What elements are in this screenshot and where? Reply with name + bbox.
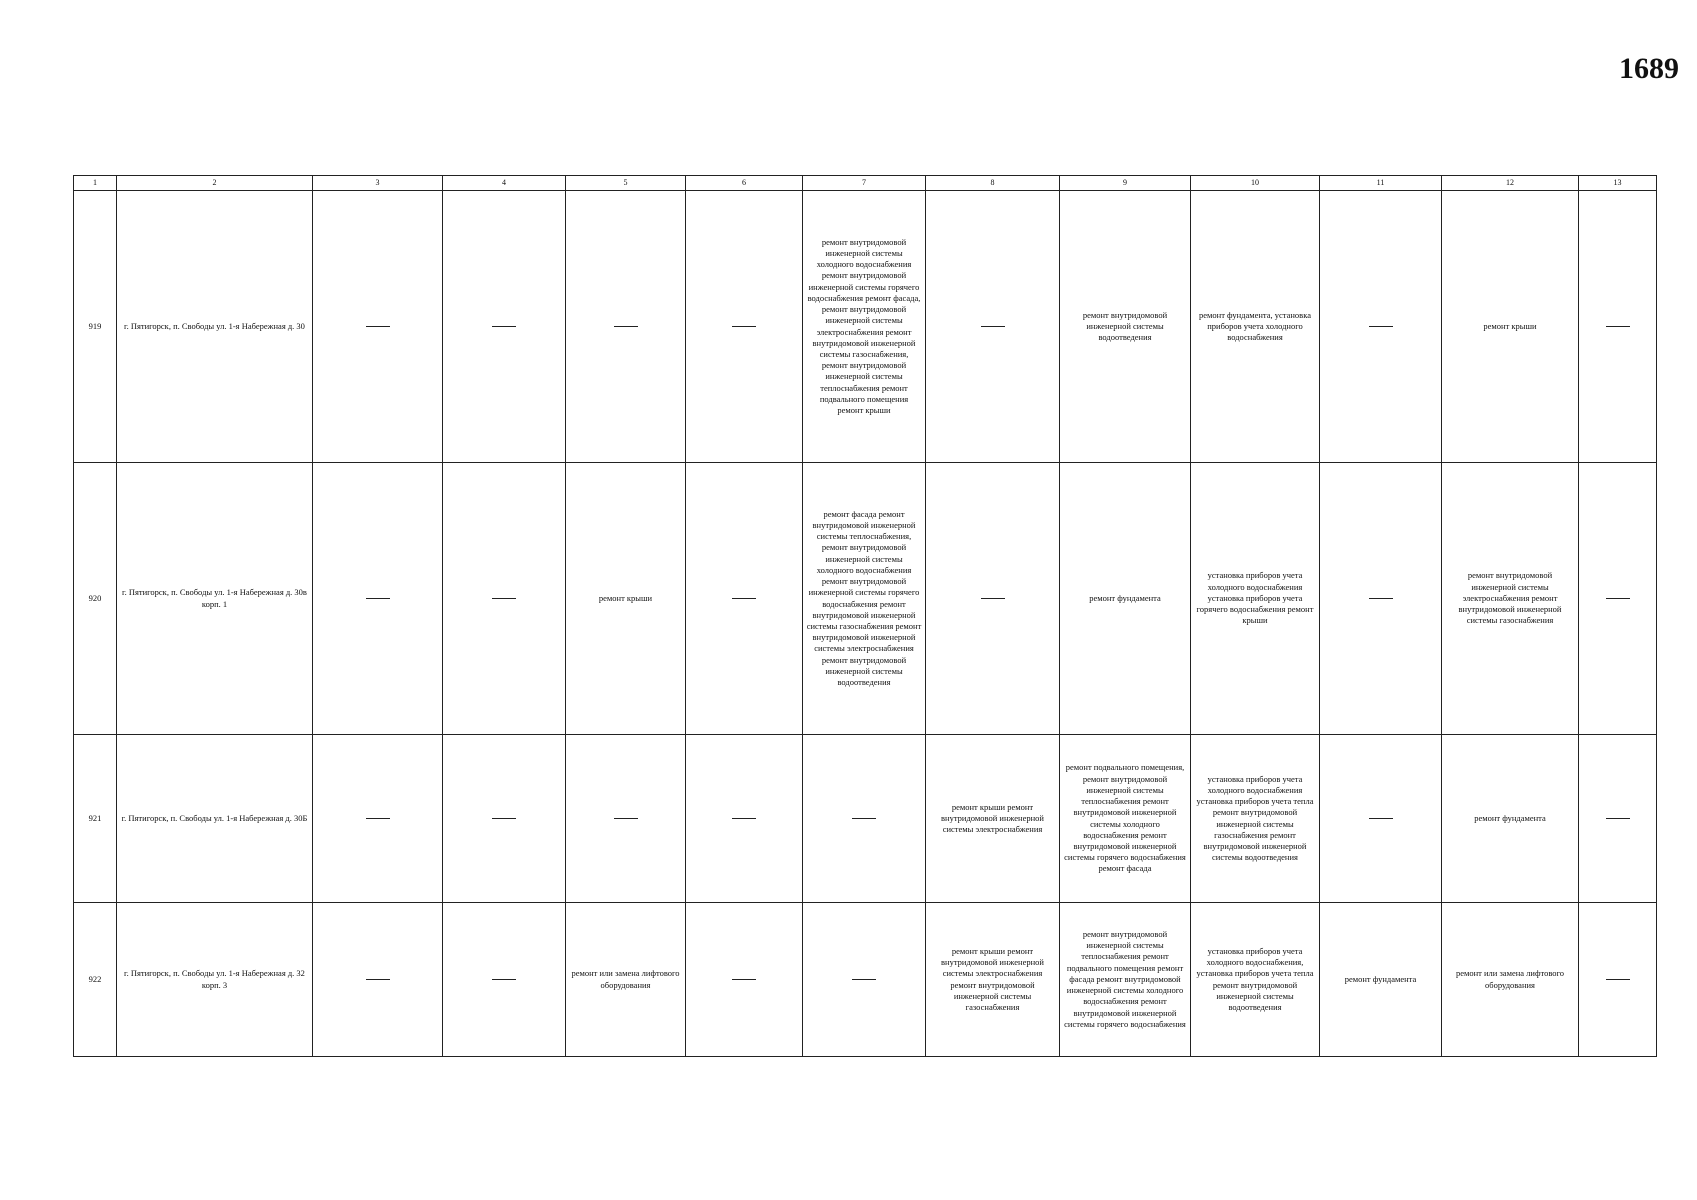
dash-mark xyxy=(1606,818,1630,819)
work-cell: ремонт фундамента, установка приборов учета холодного водоснабжения xyxy=(1191,191,1320,463)
dash-mark xyxy=(732,326,756,327)
dash-mark xyxy=(366,326,390,327)
dash-mark xyxy=(1606,979,1630,980)
column-header: 8 xyxy=(926,176,1060,191)
column-header: 13 xyxy=(1579,176,1657,191)
empty-cell xyxy=(1579,191,1657,463)
dash-mark xyxy=(1606,598,1630,599)
column-header: 2 xyxy=(117,176,313,191)
empty-cell xyxy=(313,735,443,903)
empty-cell xyxy=(686,903,803,1057)
empty-cell xyxy=(1579,735,1657,903)
dash-mark xyxy=(981,598,1005,599)
empty-cell xyxy=(566,191,686,463)
work-cell: ремонт крыши ремонт внутридомовой инженерной системы электроснабжения xyxy=(926,735,1060,903)
empty-cell xyxy=(443,463,566,735)
dash-mark xyxy=(1369,598,1393,599)
row-number: 921 xyxy=(74,735,117,903)
address-cell: г. Пятигорск, п. Свободы ул. 1-я Набережная д. 30Б xyxy=(117,735,313,903)
column-header: 9 xyxy=(1060,176,1191,191)
page-number: 1689 xyxy=(1619,52,1679,85)
column-header: 12 xyxy=(1442,176,1579,191)
row-number: 922 xyxy=(74,903,117,1057)
table-row xyxy=(74,191,1657,463)
dash-mark xyxy=(614,818,638,819)
dash-mark xyxy=(492,598,516,599)
work-cell: ремонт внутридомовой инженерной системы теплоснабжения ремонт подвального помещения ремонт фасада ремонт внутридомовой инженерной системы холодного водоснабжения ремонт внутридомовой инженерной системы горячего водоснабжения xyxy=(1060,903,1191,1057)
work-cell: ремонт крыши xyxy=(1442,191,1579,463)
dash-mark xyxy=(366,818,390,819)
dash-mark xyxy=(1606,326,1630,327)
column-header: 1 xyxy=(74,176,117,191)
dash-mark xyxy=(366,979,390,980)
work-cell: установка приборов учета холодного водоснабжения установка приборов учета тепла ремонт внутридомовой инженерной системы газоснабжения ремонт внутридомовой инженерной системы водоотведения xyxy=(1191,735,1320,903)
empty-cell xyxy=(1320,735,1442,903)
dash-mark xyxy=(1369,326,1393,327)
work-cell: ремонт крыши ремонт внутридомовой инженерной системы электроснабжения ремонт внутридомовой инженерной системы газоснабжения xyxy=(926,903,1060,1057)
empty-cell xyxy=(313,463,443,735)
empty-cell xyxy=(1579,903,1657,1057)
dash-mark xyxy=(732,818,756,819)
work-cell: ремонт внутридомовой инженерной системы водоотведения xyxy=(1060,191,1191,463)
empty-cell xyxy=(1320,191,1442,463)
empty-cell xyxy=(1320,463,1442,735)
address-cell: г. Пятигорск, п. Свободы ул. 1-я Набережная д. 30 xyxy=(117,191,313,463)
empty-cell xyxy=(313,191,443,463)
empty-cell xyxy=(686,735,803,903)
work-cell: ремонт крыши xyxy=(566,463,686,735)
work-cell: ремонт фасада ремонт внутридомовой инженерной системы теплоснабжения, ремонт внутридомовой инженерной системы холодного водоснабжения ремонт внутридомовой инженерной системы горячего водоснабжения ремонт внутридомовой инженерной системы газоснабжения ремонт внутридомовой инженерной системы электроснабжения ремонт внутридомовой инженерной системы водоотведения xyxy=(803,463,926,735)
empty-cell xyxy=(686,463,803,735)
work-cell: ремонт фундамента xyxy=(1442,735,1579,903)
dash-mark xyxy=(492,326,516,327)
column-header: 11 xyxy=(1320,176,1442,191)
empty-cell xyxy=(686,191,803,463)
row-number: 919 xyxy=(74,191,117,463)
work-cell: ремонт внутридомовой инженерной системы электроснабжения ремонт внутридомовой инженерной системы газоснабжения xyxy=(1442,463,1579,735)
empty-cell xyxy=(926,463,1060,735)
work-cell: ремонт внутридомовой инженерной системы холодного водоснабжения ремонт внутридомовой инженерной системы горячего водоснабжения ремонт фасада, ремонт внутридомовой инженерной системы электроснабжения ремонт внутридомовой инженерной системы газоснабжения, ремонт внутридомовой инженерной системы теплоснабжения ремонт подвального помещения ремонт крыши xyxy=(803,191,926,463)
repair-schedule-table xyxy=(73,175,1657,1057)
header-row xyxy=(74,176,1657,191)
dash-mark xyxy=(732,979,756,980)
column-header: 6 xyxy=(686,176,803,191)
empty-cell xyxy=(926,191,1060,463)
table-row xyxy=(74,903,1657,1057)
table-row xyxy=(74,735,1657,903)
dash-mark xyxy=(366,598,390,599)
empty-cell xyxy=(803,735,926,903)
dash-mark xyxy=(852,979,876,980)
column-header: 4 xyxy=(443,176,566,191)
dash-mark xyxy=(492,979,516,980)
work-cell: ремонт подвального помещения, ремонт внутридомовой инженерной системы теплоснабжения ремонт внутридомовой инженерной системы холодного водоснабжения ремонт внутридомовой инженерной системы горячего водоснабжения ремонт фасада xyxy=(1060,735,1191,903)
column-header: 3 xyxy=(313,176,443,191)
dash-mark xyxy=(852,818,876,819)
work-cell: ремонт или замена лифтового оборудования xyxy=(566,903,686,1057)
table-row xyxy=(74,463,1657,735)
work-cell: ремонт или замена лифтового оборудования xyxy=(1442,903,1579,1057)
empty-cell xyxy=(443,903,566,1057)
work-cell: ремонт фундамента xyxy=(1320,903,1442,1057)
address-cell: г. Пятигорск, п. Свободы ул. 1-я Набережная д. 30в корп. 1 xyxy=(117,463,313,735)
dash-mark xyxy=(492,818,516,819)
work-cell: установка приборов учета холодного водоснабжения установка приборов учета горячего водоснабжения ремонт крыши xyxy=(1191,463,1320,735)
address-cell: г. Пятигорск, п. Свободы ул. 1-я Набережная д. 32 корп. 3 xyxy=(117,903,313,1057)
empty-cell xyxy=(313,903,443,1057)
empty-cell xyxy=(803,903,926,1057)
empty-cell xyxy=(566,735,686,903)
row-number: 920 xyxy=(74,463,117,735)
column-header: 5 xyxy=(566,176,686,191)
empty-cell xyxy=(443,191,566,463)
dash-mark xyxy=(614,326,638,327)
empty-cell xyxy=(443,735,566,903)
dash-mark xyxy=(981,326,1005,327)
column-header: 10 xyxy=(1191,176,1320,191)
dash-mark xyxy=(732,598,756,599)
work-cell: ремонт фундамента xyxy=(1060,463,1191,735)
column-header: 7 xyxy=(803,176,926,191)
work-cell: установка приборов учета холодного водоснабжения, установка приборов учета тепла ремонт внутридомовой инженерной системы водоотведения xyxy=(1191,903,1320,1057)
dash-mark xyxy=(1369,818,1393,819)
empty-cell xyxy=(1579,463,1657,735)
